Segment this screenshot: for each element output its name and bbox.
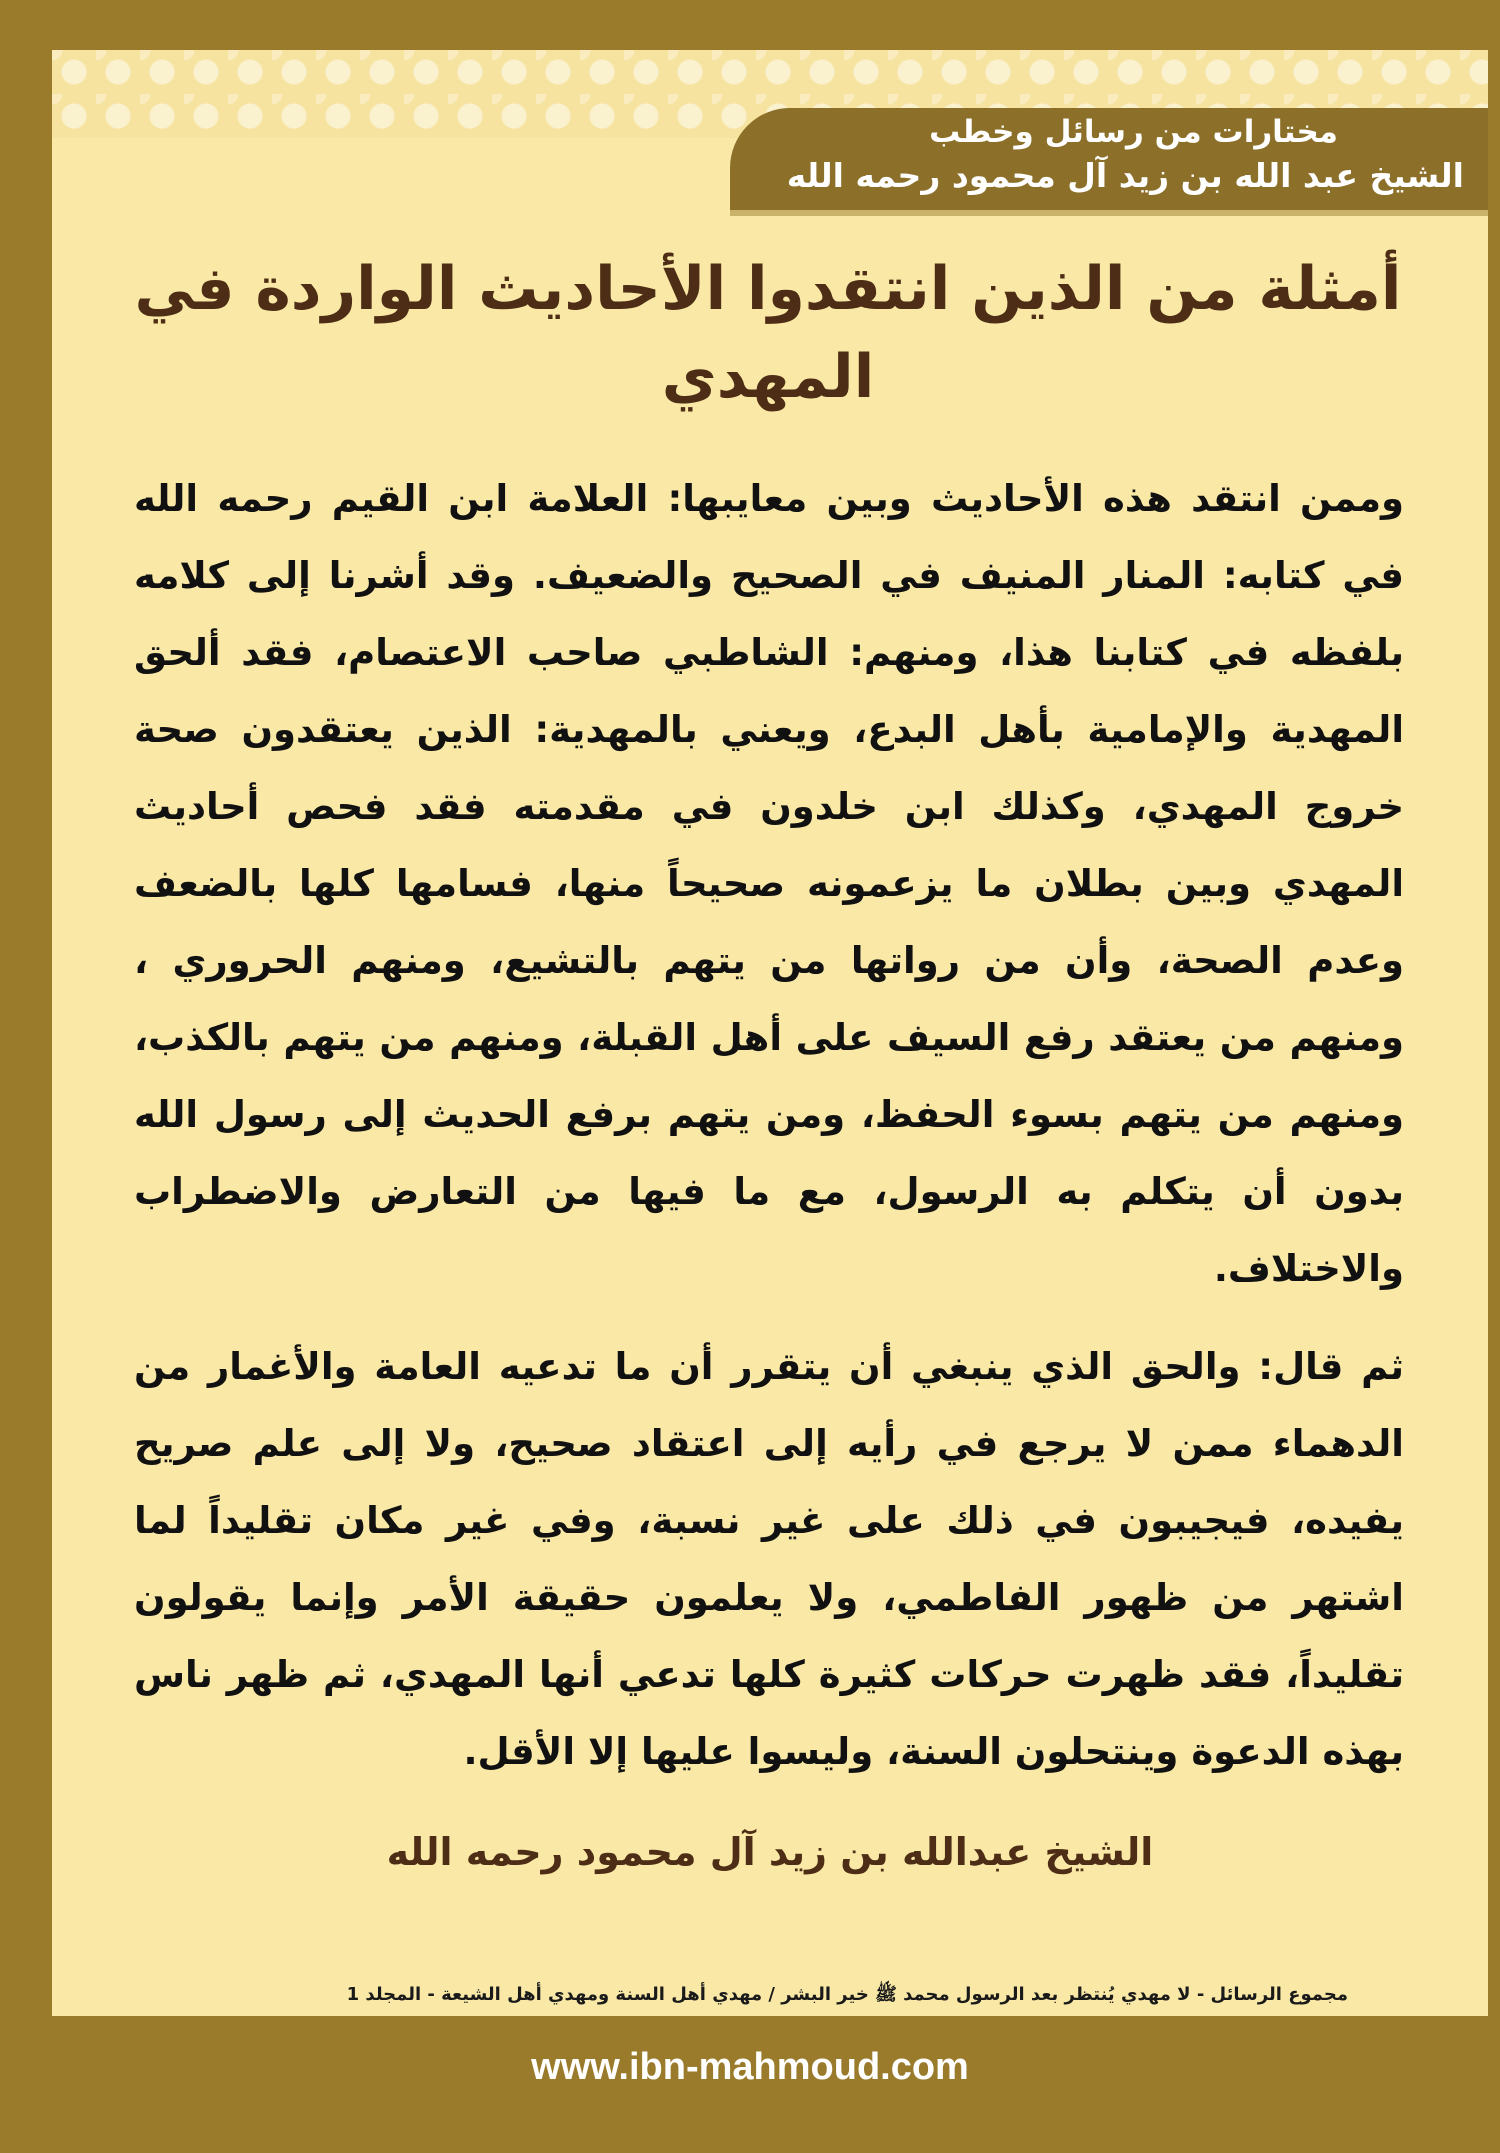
source-footnote: مجموع الرسائل - لا مهدي يُنتظر بعد الرسول محمد ﷺ خير البشر / مهدي أهل السنة ومهدي أهل الشيعة - المجلد 1	[346, 1984, 1348, 2005]
document-page	[52, 50, 1488, 2016]
author-signature: الشيخ عبدالله بن زيد آل محمود رحمه الله	[386, 1830, 1154, 1874]
header-banner	[730, 108, 1488, 216]
body-paragraph-2: ثم قال: والحق الذي ينبغي أن يتقرر أن ما تدعيه العامة والأغمار من الدهماء ممن لا يرجع في رأيه إلى اعتقاد صحيح، ولا إلى علم صريح يفيده، فيجيبون في ذلك على غير نسبة، وفي غير مكان تقليداً لما اشتهر من ظهور الفاطمي، ولا يعلمون حقيقة الأمر وإنما يقولون تقليداً، فقد ظهرت حركات كثيرة كلها تدعي أنها المهدي، ثم ظهر ناس بهذه الدعوة وينتحلون السنة، وليسوا عليها إلا الأقل.	[134, 1345, 1404, 1773]
header-author: الشيخ عبد الله بن زيد آل محمود رحمه الله	[786, 156, 1464, 195]
page-title: أمثلة من الذين انتقدوا الأحاديث الواردة في المهدي	[134, 254, 1402, 412]
page-frame	[20, 20, 1480, 2133]
body-paragraph-1: وممن انتقد هذه الأحاديث وبين معايبها: العلامة ابن القيم رحمه الله في كتابه: المنار المنيف في الصحيح والضعيف. وقد أشرنا إلى كلامه بلفظه في كتابنا هذا، ومنهم: الشاطبي صاحب الاعتصام، فقد ألحق المهدية والإمامية بأهل البدع، ويعني بالمهدية: الذين يعتقدون صحة خروج المهدي، وكذلك ابن خلدون في مقدمته فقد فحص أحاديث المهدي وبين بطلان ما يزعمونه صحيحاً منها، فسامها كلها بالضعف وعدم الصحة، وأن من رواتها من يتهم بالتشيع، ومنهم الحروري ، ومنهم من يعتقد رفع السيف على أهل القبلة، ومنهم من يتهم بالكذب، ومنهم من يتهم بسوء الحفظ، ومن يتهم برفع الحديث إلى رسول الله بدون أن يتكلم به الرسول، مع ما فيها من التعارض والاضطراب والاختلاف.	[134, 477, 1404, 1290]
header-collection-title: مختارات من رسائل وخطب	[929, 114, 1338, 150]
website-link[interactable]: www.ibn-mahmoud.com	[531, 2046, 969, 2088]
